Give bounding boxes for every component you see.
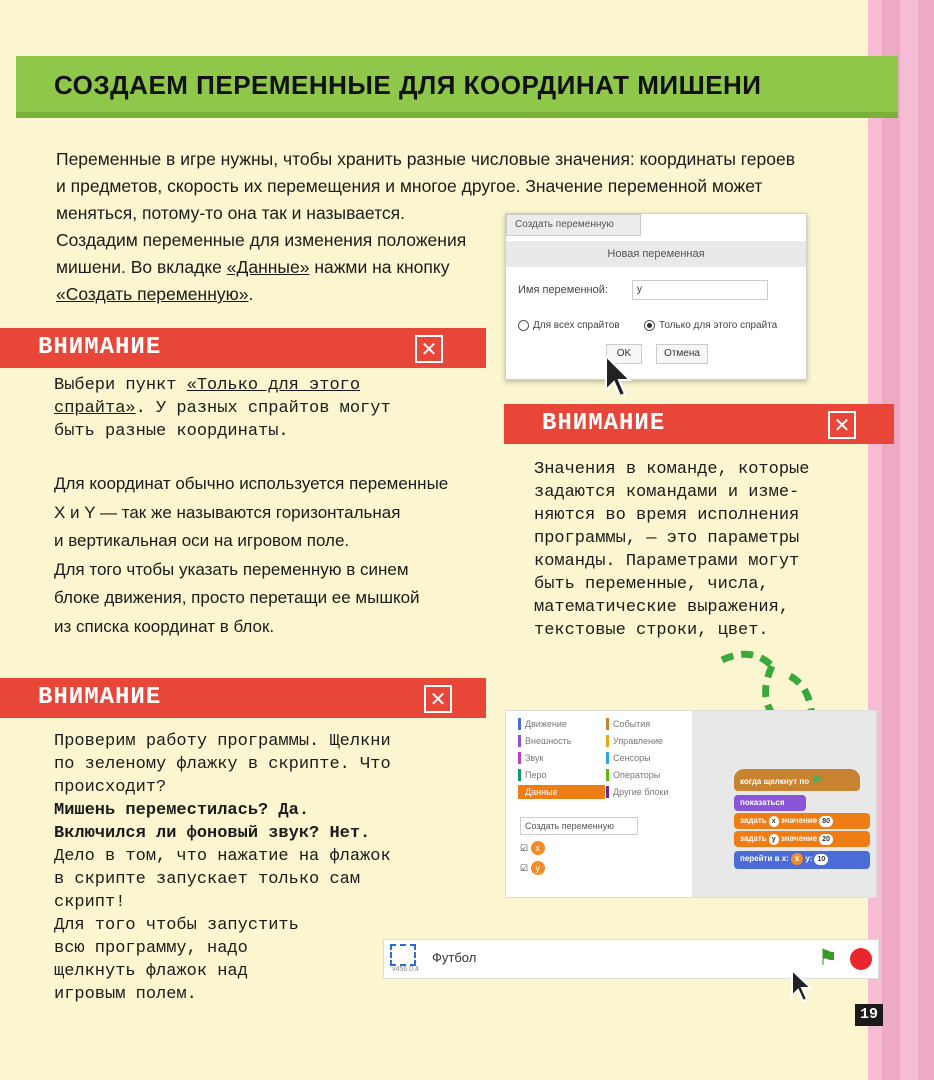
text-line bbox=[54, 374, 480, 397]
text-link: «Только для этого bbox=[186, 376, 361, 395]
category-sound[interactable] bbox=[518, 751, 605, 765]
category-label: Сенсоры bbox=[613, 753, 651, 763]
text-line-bold: Мишень переместилась? Да. bbox=[54, 801, 310, 820]
create-variable-link: «Создать переменную» bbox=[56, 284, 249, 304]
radio-label: Только для этого спрайта bbox=[659, 320, 778, 332]
close-box-icon: ✕ bbox=[424, 685, 452, 713]
warning-header bbox=[0, 678, 486, 718]
block-label: задать bbox=[740, 834, 767, 843]
radio-off-icon bbox=[518, 320, 529, 331]
text: мишени. Во вкладке bbox=[56, 257, 227, 277]
category-label: Другие блоки bbox=[613, 787, 669, 797]
number-input[interactable]: 20 bbox=[819, 834, 833, 845]
text-line: няются во время исполнения bbox=[534, 506, 800, 525]
section-title: СОЗДАЕМ ПЕРЕМЕННЫЕ ДЛЯ КООРДИНАТ МИШЕНИ bbox=[54, 70, 762, 100]
category-looks[interactable] bbox=[518, 734, 605, 748]
variable-x-row[interactable]: ☑ х bbox=[520, 841, 545, 855]
warning-text bbox=[504, 446, 864, 642]
radio-all-sprites[interactable] bbox=[518, 320, 620, 331]
warning-title: ВНИМАНИЕ bbox=[542, 410, 666, 437]
text-line: быть разные координаты. bbox=[54, 422, 289, 441]
radio-this-sprite[interactable] bbox=[644, 320, 777, 331]
goto-xy-block[interactable] bbox=[734, 851, 870, 869]
text: нажми на кнопку bbox=[309, 257, 450, 277]
scratch-blocks-panel bbox=[505, 710, 877, 898]
green-flag-icon: ⚑ bbox=[811, 773, 823, 787]
category-operators[interactable] bbox=[606, 768, 693, 782]
variable-name-input[interactable]: у bbox=[632, 280, 768, 300]
block-label: значение bbox=[780, 834, 818, 843]
radio-label: Для всех спрайтов bbox=[533, 320, 620, 332]
category-color-bar bbox=[518, 752, 521, 764]
block-label: значение bbox=[780, 816, 818, 825]
coords-paragraph bbox=[54, 470, 484, 641]
text-line: Для того чтобы запустить bbox=[54, 916, 299, 935]
intro-line: и предметов, скорость их перемещения и многое другое. Значение переменной может bbox=[56, 176, 763, 196]
category-color-bar bbox=[606, 752, 609, 764]
text-line: текстовые строки, цвет. bbox=[534, 621, 769, 640]
text-line: Дело в том, что нажатие на флажок bbox=[54, 847, 391, 866]
warning-text bbox=[40, 370, 480, 443]
text-line: Для координат обычно используется переменные bbox=[54, 474, 449, 493]
category-label: Внешность bbox=[525, 736, 572, 746]
text-line: скрипт! bbox=[54, 893, 126, 912]
variable-x[interactable]: х bbox=[531, 841, 545, 855]
intro-line: Переменные в игре нужны, чтобы хранить разные числовые значения: координаты героев bbox=[56, 149, 795, 169]
category-label: Данные bbox=[525, 787, 558, 797]
category-color-bar bbox=[606, 786, 609, 798]
category-color-bar bbox=[606, 735, 609, 747]
category-color-bar bbox=[518, 786, 521, 798]
category-label: Операторы bbox=[613, 770, 661, 780]
number-input[interactable]: 80 bbox=[819, 816, 833, 827]
project-name: Футбол bbox=[432, 950, 477, 965]
text-line: и вертикальная оси на игровом поле. bbox=[54, 531, 350, 550]
data-tab-link: «Данные» bbox=[226, 257, 310, 277]
text-line: из списка координат в блок. bbox=[54, 616, 275, 636]
category-label: Звук bbox=[525, 753, 544, 763]
text-line: происходит? bbox=[54, 778, 167, 797]
text-line: команды. Параметрами могут bbox=[534, 552, 800, 571]
create-variable-button[interactable]: Создать переменную bbox=[520, 817, 638, 835]
text-line bbox=[54, 397, 480, 420]
category-pen[interactable] bbox=[518, 768, 605, 782]
category-color-bar bbox=[518, 769, 521, 781]
text-line: быть переменные, числа, bbox=[534, 575, 769, 594]
create-variable-tab[interactable]: Создать переменную bbox=[506, 214, 641, 236]
category-data[interactable] bbox=[518, 785, 605, 799]
green-flag-icon[interactable]: ⚑ bbox=[818, 945, 838, 970]
category-control[interactable] bbox=[606, 734, 693, 748]
close-box-icon: ✕ bbox=[415, 335, 443, 363]
text-line: блоке движения, просто перетащи ее мышкой bbox=[54, 588, 420, 607]
category-label: Управление bbox=[613, 736, 664, 746]
category-color-bar bbox=[606, 718, 609, 730]
intro-line: меняться, потому-то она так и называется. bbox=[56, 203, 405, 223]
text: . bbox=[248, 284, 254, 304]
warning-body bbox=[504, 446, 864, 656]
close-box-icon: ✕ bbox=[828, 411, 856, 439]
category-label: Движение bbox=[525, 719, 567, 729]
category-events[interactable] bbox=[606, 717, 693, 731]
variable-y-row[interactable]: ☑ у bbox=[520, 861, 545, 875]
warning-body bbox=[40, 370, 480, 450]
block-label: задать bbox=[740, 816, 767, 825]
category-color-bar bbox=[518, 735, 521, 747]
warning-title: ВНИМАНИЕ bbox=[38, 684, 162, 711]
dialog-title: Новая переменная bbox=[506, 241, 806, 267]
text-line: Проверим работу программы. Щелкни bbox=[54, 732, 391, 751]
text-line: Значения в команде, которые bbox=[534, 460, 810, 479]
radio-on-icon bbox=[644, 320, 655, 331]
category-color-bar bbox=[606, 769, 609, 781]
block-label: y: bbox=[805, 854, 813, 863]
text-line: щелкнуть флажок над bbox=[54, 962, 248, 981]
category-sensing[interactable] bbox=[606, 751, 693, 765]
text-line: задаются командами и изме- bbox=[534, 483, 800, 502]
text-link: спрайта» bbox=[54, 399, 136, 418]
variable-name-label: Имя переменной: bbox=[518, 284, 608, 296]
set-x-block[interactable] bbox=[734, 813, 870, 829]
block-label: перейти в x: bbox=[740, 854, 789, 863]
text-line: X и Y — так же называются горизонтальная bbox=[54, 502, 401, 522]
variable-x-reporter[interactable]: х bbox=[791, 853, 803, 865]
cancel-button[interactable]: Отмена bbox=[656, 344, 708, 364]
stop-icon[interactable] bbox=[850, 948, 872, 970]
mouse-cursor-icon bbox=[790, 968, 814, 1006]
text-line: в скрипте запускает только сам bbox=[54, 870, 361, 889]
version-label: v456.0.4 bbox=[392, 966, 419, 973]
section-header bbox=[16, 56, 898, 118]
page-number: 19 bbox=[855, 1004, 883, 1026]
dropdown[interactable]: х bbox=[769, 816, 779, 827]
warning-header bbox=[504, 404, 894, 444]
text-line: программы, — это параметры bbox=[534, 529, 800, 548]
text-line: игровым полем. bbox=[54, 985, 197, 1004]
mouse-cursor-icon bbox=[604, 354, 634, 402]
ok-button[interactable]: OK bbox=[606, 344, 642, 364]
block-label: когда щелкнут по bbox=[740, 777, 810, 786]
show-block[interactable]: показаться bbox=[734, 795, 806, 811]
text-line: математические выражения, bbox=[534, 598, 790, 617]
category-more[interactable] bbox=[606, 785, 693, 799]
warning-title: ВНИМАНИЕ bbox=[38, 334, 162, 361]
dropdown[interactable]: у bbox=[769, 834, 779, 845]
text-line: всю программу, надо bbox=[54, 939, 248, 958]
text: . У разных спрайтов могут bbox=[135, 399, 391, 418]
warning-header bbox=[0, 328, 486, 368]
text: Выбери пункт bbox=[54, 376, 187, 395]
category-color-bar bbox=[518, 718, 521, 730]
fullscreen-icon[interactable] bbox=[390, 944, 416, 966]
variable-y[interactable]: у bbox=[531, 861, 545, 875]
text-line: по зеленому флажку в скрипте. Что bbox=[54, 755, 391, 774]
new-variable-dialog bbox=[505, 213, 807, 380]
category-label: События bbox=[613, 719, 651, 729]
text-line-bold: Включился ли фоновый звук? Нет. bbox=[54, 824, 371, 843]
category-label: Перо bbox=[525, 770, 547, 780]
when-flag-clicked-block[interactable] bbox=[734, 769, 860, 791]
script-area bbox=[692, 711, 876, 897]
intro-line: Создадим переменные для изменения положения bbox=[56, 230, 467, 250]
number-input[interactable]: 10 bbox=[814, 854, 828, 865]
text-line: Для того чтобы указать переменную в синем bbox=[54, 559, 409, 579]
category-motion[interactable] bbox=[518, 717, 605, 731]
set-y-block[interactable] bbox=[734, 831, 870, 847]
